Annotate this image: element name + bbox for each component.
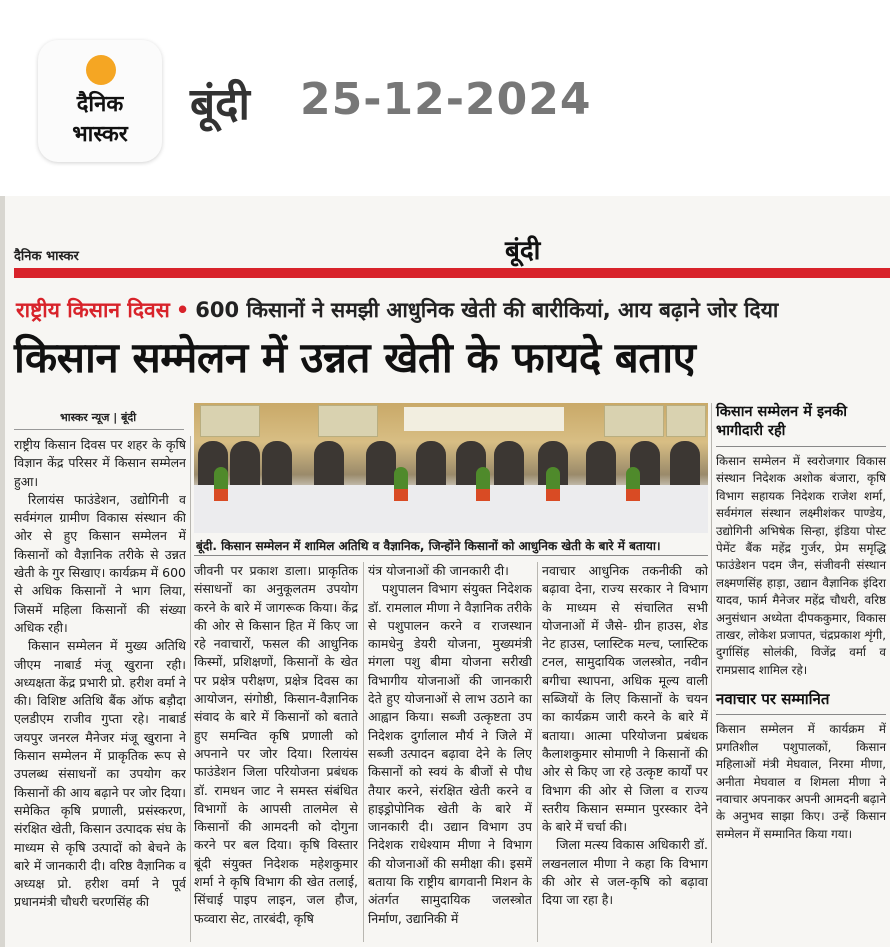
kicker-highlight: राष्ट्रीय किसान दिवस xyxy=(16,298,170,322)
article-paragraph: जीवनी पर प्रकाश डाला। प्राकृतिक संसाधनों का अनुकूलतम उपयोग करने के बारे में जागरूक किया। केंद्र की ओर से किसान हित में किए जा रहे नवाचारों, फसल की आधुनिक किस्मों, प्रशिक्षणों, किसानों के खेत पर प्रक्षेत्र परीक्षण, प्रक्षेत्र दिवस का आयोजन, संगोष्ठी, किसान-वैज्ञानिक संवाद के बारे में किसानों को बताते हुए समन्वित कृषि प्रणाली को अपनाने पर जोर दिया। रिलायंस फाउंडेशन जिला परियोजना प्रबंधक डॉ. रामधन जाट ने समस्त संबंधित विभागों के आपसी तालमेल से किसानों की आमदनी को दोगुना करने पर बल दिया। कृषि विस्तार बूंदी संयुक्त निदेशक महेशकुमार शर्मा ने कृषि विभाग की खेत तलाई, सिंचाई पाइप लाइन, जल हौज, फव्वारा सेट, तारबंदी, कृषि xyxy=(194,563,358,926)
masthead-brand: दैनिक भास्कर xyxy=(14,249,79,264)
photo-pot xyxy=(476,489,490,501)
article-paragraph: किसान सम्मेलन में मुख्य अतिथि जीएम नाबार्ड मंजू खुराना रही। अध्यक्षता केंद्र प्रभारी प्रो. हरीश वर्मा ने की। विशिष्ट अतिथि बैंक ऑफ बड़ौदा एलडीएम राजीव गुप्ता रहे। नाबार्ड जयपुर जनरल मैनेजर मंजू खुराना ने किसान सम्मेलन में प्राकृतिक रूप से उपलब्ध संसाधनों का उपयोग कर किसानों की आय बढ़ाने पर जोर दिया। समेकित कृषि प्रणाली, प्रसंस्करण, संरक्षित खेती, किसान उत्पादक संघ के माध्यम से कृषि उत्पादों को बेचने के बारे में जानकारी दी। वरिष्ठ वैज्ञानिक व अध्यक्ष प्रो. हरीश वर्मा ने पूर्व प्रधानमंत्री चौधरी चरणसिंह की xyxy=(14,638,186,910)
photo-pot xyxy=(214,489,228,501)
sidebar-box xyxy=(716,403,886,943)
article-paragraph: राष्ट्रीय किसान दिवस पर शहर के कृषि विज्ञान केंद्र परिसर में किसान सम्मेलन हुआ। xyxy=(14,437,186,489)
caption-rule xyxy=(194,555,708,556)
event-photo xyxy=(194,403,708,533)
kicker-text: 600 किसानों ने समझी आधुनिक खेती की बारीकियां, आय बढ़ाने जोर दिया xyxy=(195,298,779,322)
photo-pot xyxy=(394,489,408,501)
app-header xyxy=(0,0,890,180)
photo-pot xyxy=(626,489,640,501)
masthead-red-rule xyxy=(14,268,890,278)
photo-wall-panel xyxy=(604,405,664,437)
sun-logo-icon xyxy=(86,55,116,85)
sidebar-text-honored: किसान सम्मेलन में कार्यक्रम में प्रगतिशील पशुपालकों, किसान महिलाओं मंत्री मेघवाल, निरमा मीणा, अनीता मेघवाल व शिमला मीणा ने नवाचार अपनाकर अपनी आमदनी बढ़ाने के अनुभव साझा किए। उन्हें किसान सम्मेलन में सम्मानित किया गया। xyxy=(716,722,886,841)
article-headline: किसान सम्मेलन में उन्नत खेती के फायदे बताए xyxy=(14,333,696,382)
sidebar-heading-honored: नवाचार पर सम्मानित xyxy=(716,690,830,709)
article-column-3 xyxy=(368,562,532,942)
photo-wall-panel xyxy=(200,405,260,437)
edition-date[interactable]: 25-12-2024 xyxy=(300,74,592,125)
column-divider xyxy=(363,562,364,942)
photo-banner xyxy=(404,407,564,431)
article-paragraph: पशुपालन विभाग संयुक्त निदेशक डॉ. रामलाल मीणा ने वैज्ञानिक तरीके से पशुपालन करने व राजस्थान कामधेनु डेयरी योजना, मुख्यमंत्री मंगला पशु बीमा योजना सरीखी विभागीय योजनाओं की जानकारी देते हुए योजनाओं से लाभ उठाने का आह्वान किया। सब्जी उत्कृष्टता उप निदेशक दुर्गालाल मौर्य ने जिले में सब्जी उत्पादन बढ़ावा देने के लिए किसानों को स्वयं के बीजों से पौध तैयार करने, संरक्षित खेती करने व हाइड्रोपोनिक खेती के बारे में जानकारी दी। उद्यान विभाग उप निदेशक राधेश्याम मीणा ने विभाग की योजनाओं की समीक्षा की। इसमें बताया कि राष्ट्रीय बागवानी मिशन के अंतर्गत सामुदायिक जलस्त्रोत निर्माण, उद्यानिकी में xyxy=(368,581,532,926)
sidebar-rule xyxy=(716,446,886,447)
kicker-separator: • xyxy=(175,298,190,322)
photo-pot xyxy=(546,489,560,501)
column-divider xyxy=(711,403,712,943)
article-column-1 xyxy=(14,436,186,942)
article-paragraph: रिलायंस फाउंडेशन, उद्योगिनी व सर्वमंगल ग्रामीण विकास संस्थान की ओर से हुए किसान सम्मेलन में किसानों को वैज्ञानिक तरीके से उन्नत खेती के गुर सिखाए। कार्यक्रम में 600 से अधिक किसानों ने भाग लिया, जिसमें महिला किसानों की संख्या अधिक रही। xyxy=(14,491,186,635)
photo-wall-panel xyxy=(318,405,378,437)
article-column-4 xyxy=(542,562,708,942)
sidebar-rule xyxy=(716,714,886,715)
byline-rule xyxy=(14,429,184,430)
sidebar-heading-participants: किसान सम्मेलन में इनकी भागीदारी रही xyxy=(716,404,848,439)
column-divider xyxy=(537,562,538,942)
logo-text-line1: दैनिक xyxy=(76,92,124,117)
article-paragraph: जिला मत्स्य विकास अधिकारी डॉ. लखनलाल मीणा ने कहा कि विभाग की ओर से जल-कृषि को बढ़ावा दिया जा रहा है। xyxy=(542,837,708,908)
page-left-edge xyxy=(0,196,5,947)
photo-wall-panel xyxy=(666,405,706,437)
edition-city: बूंदी xyxy=(190,79,250,130)
dainik-bhaskar-logo[interactable] xyxy=(38,40,162,162)
logo-text-line2: भास्कर xyxy=(72,122,128,147)
column-divider xyxy=(190,436,191,942)
article-column-2 xyxy=(194,562,358,942)
sidebar-text-participants: किसान सम्मेलन में स्वरोजगार विकास संस्थान निदेशक अशोक बंजारा, कृषि विभाग सहायक निदेशक राजेश शर्मा, सर्वमंगल संस्थान लक्ष्मीशंकर पाण्डेय, उद्योगिनी अभिषेक सिन्हा, इंडिया पोस्ट पेमेंट बैंक महेंद्र गुर्जर, प्रेम समृद्धि फाउंडेशन पदम जैन, संजीवनी संस्थान लक्ष्मणसिंह हाड़ा, उद्यान वैज्ञानिक इंदिरा यादव, फार्म मैनेजर महेंद्र चौधरी, वरिष्ठ अनुसंधान अध्येता दीपककुमार, विकास ताखर, लोकेश प्रजापत, चंद्रप्रकाश शृंगी, दुर्गासिंह सोलंकी, विजेंद्र वर्मा व रामप्रसाद शामिल रहे। xyxy=(716,454,886,677)
article-kicker xyxy=(16,296,778,324)
article-paragraph: यंत्र योजनाओं की जानकारी दी। xyxy=(368,563,509,578)
photo-caption: बूंदी. किसान सम्मेलन में शामिल अतिथि व वैज्ञानिक, जिन्होंने किसानों को आधुनिक खेती के बारे में बताया। xyxy=(196,539,661,553)
masthead-city: बूंदी xyxy=(505,236,541,266)
article-byline: भास्कर न्यूज | बूंदी xyxy=(60,411,137,424)
article-paragraph: नवाचार आधुनिक तकनीकी को बढ़ावा देना, राज्य सरकार ने विभाग के माध्यम से संचालित सभी योजनाओं में जैसे- ग्रीन हाउस, शेड नेट हाउस, प्लास्टिक मल्च, प्लास्टिक टनल, सामुदायिक जलस्त्रोत, नवीन बगीचा स्थापना, अधिक मूल्य वाली सब्जियों के लिए किसानों के चयन का कार्यक्रम जारी करने के बारे में बताया। आत्मा परियोजना प्रबंधक कैलाशकुमार सोमाणी ने किसानों की ओर से किए जा रहे उत्कृष्ट कार्यों पर विभाग की ओर से जिला व राज्य स्तरीय किसान सम्मान पुरस्कार देने के बारे में चर्चा की। xyxy=(542,563,708,835)
